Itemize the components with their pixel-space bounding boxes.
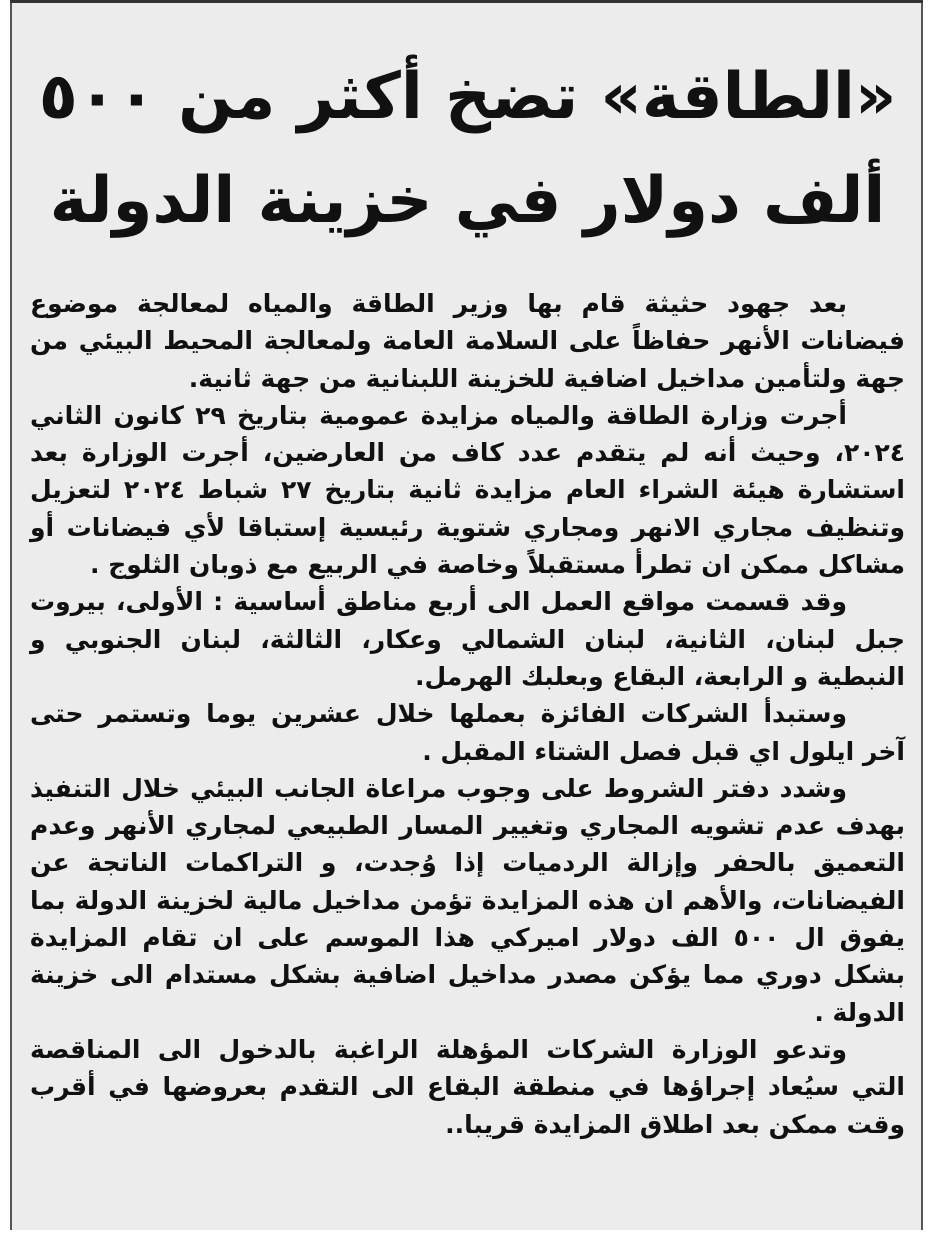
article [30, 45, 905, 1143]
paragraph-intro: بعد جهود حثيثة قام بها وزير الطاقة والمياه لمعالجة موضوع فيضانات الأنهر حفاظاً على السلامة العامة ولمعالجة المحيط البيئي من جهة ولتأمين مداخيل اضافية للخزينة اللبنانية من جهة ثانية. [30, 289, 905, 393]
paragraph-regions: وقد قسمت مواقع العمل الى أربع مناطق أساسية : الأولى، بيروت جبل لبنان، الثانية، لبنان الشمالي وعكار، الثالثة، لبنان الجنوبي و النبطية و الرابعة، البقاع وبعلبك الهرمل. [30, 587, 905, 691]
headline-line-1: «الطاقة» تضخ أكثر من ٥٠٠ [38, 60, 897, 134]
paragraph-conditions: وشدد دفتر الشروط على وجوب مراعاة الجانب البيئي خلال التنفيذ بهدف عدم تشويه المجاري وتغيير المسار الطبيعي لمجاري الأنهر وعدم التعميق بالحفر وإزالة الردميات إذا وُجدت، و التراكمات الناتجة عن الفيضانات، والأهم ان هذه المزايدة تؤمن مداخيل مالية لخزينة الدولة بما يفوق ال ٥٠٠ الف دولار اميركي هذا الموسم على ان تقام المزايدة بشكل دوري مما يؤكن مصدر مداخيل اضافية بشكل مستدام الى خزينة الدولة . [30, 773, 906, 1027]
top-border-rule [10, 0, 923, 3]
headline [30, 45, 905, 253]
headline-line-2: ألف دولار في خزينة الدولة [49, 164, 886, 238]
article-body [30, 285, 905, 1143]
paragraph-invitation: وتدعو الوزارة الشركات المؤهلة الراغبة بالدخول الى المناقصة التي سيُعاد إجراؤها في منطقة البقاع الى التقدم بعروضها في أقرب وقت ممكن بعد اطلاق المزايدة قريبا.. [30, 1034, 905, 1139]
paragraph-schedule: وستبدأ الشركات الفائزة بعملها خلال عشرين يوما وتستمر حتى آخر ايلول اي قبل فصل الشتاء المقبل . [30, 699, 905, 766]
paragraph-auction: أجرت وزارة الطاقة والمياه مزايدة عمومية بتاريخ ٢٩ كانون الثاني ٢٠٢٤، وحيث أنه لم يتقدم عدد كاف من العارضين، أجرت الوزارة بعد استشارة هيئة الشراء العام مزايدة ثانية بتاريخ ٢٧ شباط ٢٠٢٤ لتعزيل وتنظيف مجاري الانهر ومجاري شتوية رئيسية إستباقا لأي فيضانات أو مشاكل ممكن ان تطرأ مستقبلاً وخاصة في الربيع مع ذوبان الثلوج . [30, 400, 905, 580]
